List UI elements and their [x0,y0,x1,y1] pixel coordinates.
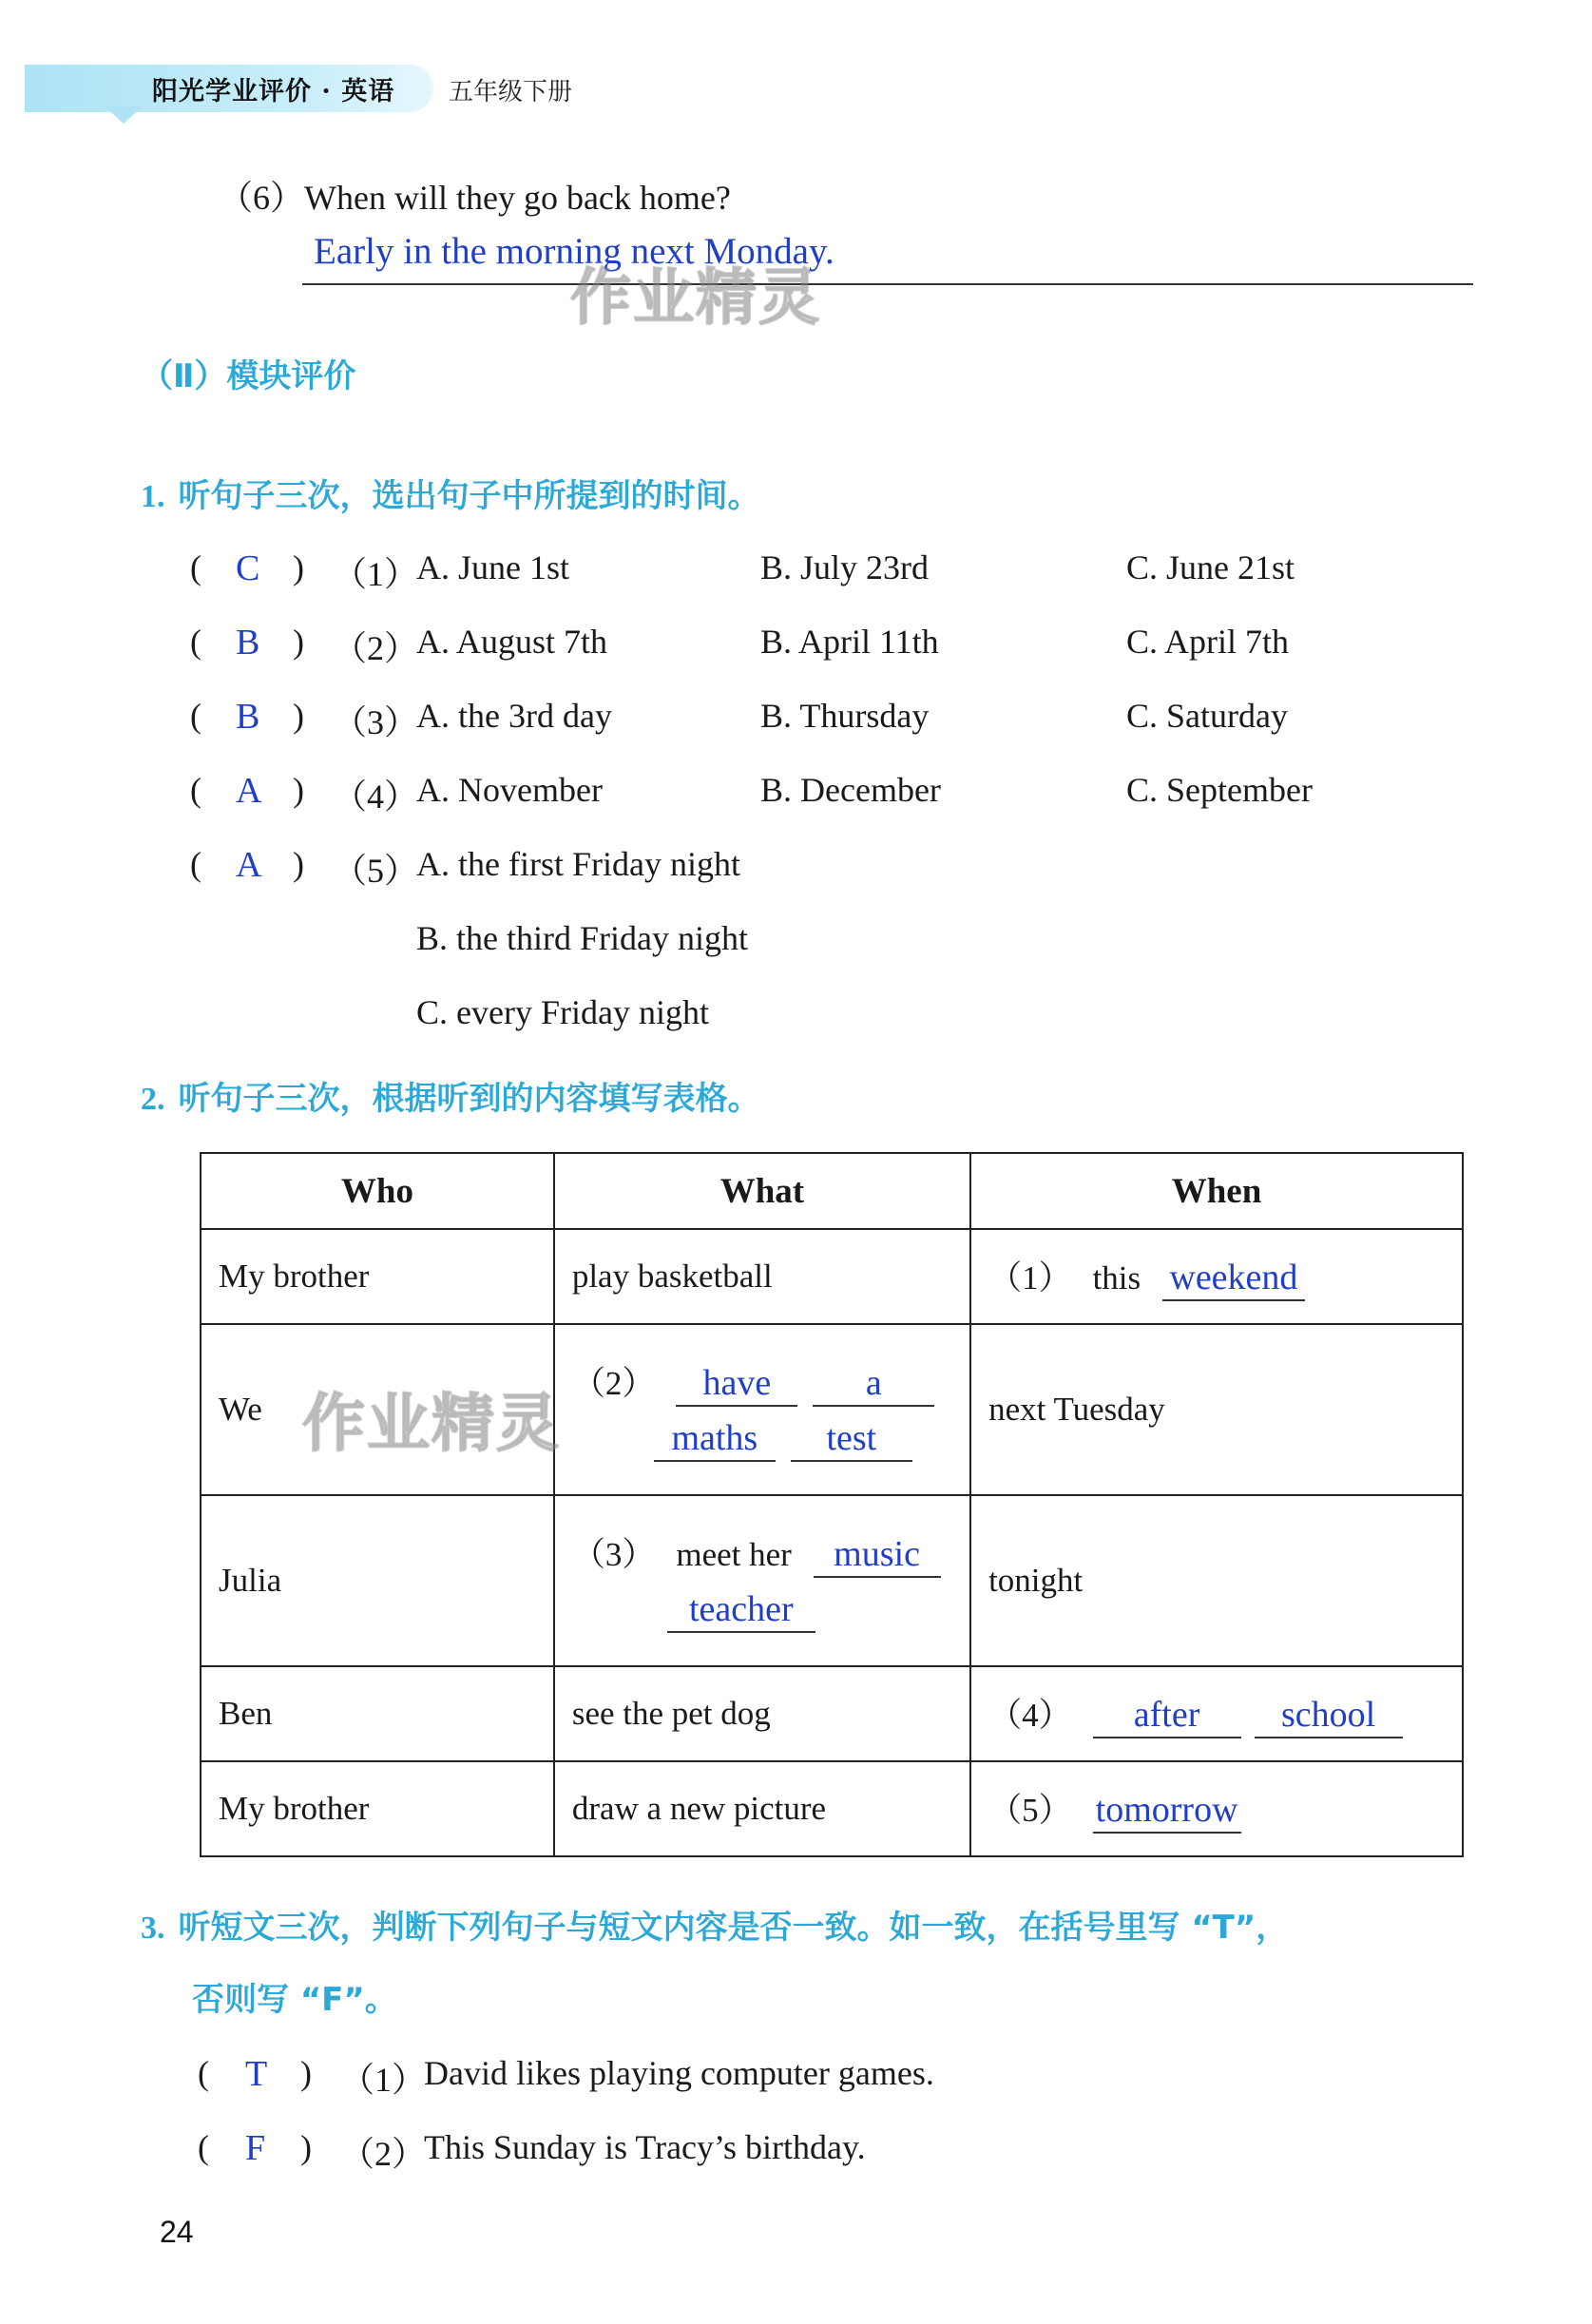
header-when: When [970,1153,1463,1229]
item-number: （2） [340,2135,427,2173]
cell-who: My brother [201,1229,554,1324]
cell-what: play basketball [554,1229,970,1324]
item-number: （2） [333,629,419,667]
table-row [201,1495,1463,1666]
q2-heading-text: 听句子三次，根据听到的内容填写表格。 [178,1080,760,1118]
item-number: （4） [988,1697,1072,1734]
paren-open: ( [198,2128,209,2166]
answer-blank: tomorrow [1093,1788,1241,1834]
table-row [201,1229,1463,1324]
table-row [201,1761,1463,1856]
cell-what [554,1324,970,1495]
option-b: B. July 23rd [760,548,930,586]
answer-letter: B [236,697,260,737]
cell-what: see the pet dog [554,1666,970,1761]
option-a: A. the 3rd day [416,697,612,735]
item-number: （1） [333,555,419,593]
paren-open: ( [190,623,201,661]
paren-close: ) [293,697,304,735]
cell-text: meet her [676,1536,792,1573]
option-b: B. April 11th [760,623,939,661]
cell-what: draw a new picture [554,1761,970,1856]
answer-blank: test [791,1416,912,1462]
q1-item [190,770,1426,817]
paren-close: ) [293,845,304,883]
option-b: B. Thursday [760,697,930,735]
answer-letter: F [245,2128,266,2168]
item-number: （1） [988,1259,1072,1296]
item-number: （3） [333,703,419,741]
paren-close: ) [293,623,304,661]
q6-question [219,171,731,220]
answer-blank: maths [654,1416,776,1462]
option-b: B. December [760,771,941,809]
answer-letter: C [236,548,260,588]
cell-who: Ben [201,1666,554,1761]
statement-text: This Sunday is Tracy’s birthday. [424,2128,866,2166]
paren-close: ) [300,2128,312,2166]
header-tip [105,106,143,124]
option-c: C. every Friday night [416,993,709,1031]
q3-number: 3. [141,1911,165,1946]
page-number: 24 [160,2215,194,2249]
q2-heading [141,1072,760,1119]
option-c: C. June 21st [1126,548,1295,586]
header-title: 阳光学业评价 · 英语 [152,77,395,106]
option-a: A. June 1st [416,548,569,586]
item-number: （4） [333,778,419,816]
answer-letter: A [236,845,262,885]
answer-blank: weekend [1162,1256,1305,1301]
answer-blank: after [1093,1693,1241,1738]
header-who: Who [201,1153,554,1229]
answer-letter: B [236,623,260,663]
cell-when: tonight [970,1495,1463,1666]
q1-item [190,844,1426,892]
q1-number: 1. [141,479,165,514]
cell-who: Julia [201,1495,554,1666]
paren-open: ( [190,845,201,883]
q3-heading-line2: 否则写 “F”。 [192,1981,397,2019]
option-a: A. the first Friday night [416,845,740,883]
option-b: B. the third Friday night [416,919,748,957]
watermark: 作业精灵 [570,263,821,334]
paren-close: ) [300,2054,312,2092]
answer-blank: music [814,1532,941,1578]
header-subtitle: 五年级下册 [449,78,573,106]
q1-heading [141,470,760,516]
q1-item [190,622,1426,669]
q3-item [198,2053,1338,2101]
option-a: A. November [416,771,603,809]
q6-answer-line [302,283,1473,285]
q3-heading [141,1901,1288,1948]
cell-when [970,1229,1463,1324]
paren-close: ) [293,548,304,586]
item-number: （1） [340,2061,427,2099]
cell-when [970,1761,1463,1856]
paren-open: ( [190,771,201,809]
table-header-row [201,1153,1463,1229]
cell-who: We [201,1324,554,1495]
cell-when: next Tuesday [970,1324,1463,1495]
q2-number: 2. [141,1082,165,1117]
answer-letter: A [236,771,262,811]
item-number: （2） [571,1365,656,1402]
q6-text: When will they go back home? [304,179,731,217]
cell-who: My brother [201,1761,554,1856]
option-c: C. April 7th [1126,623,1290,661]
answer-blank: teacher [667,1587,815,1633]
q1-item [190,696,1426,743]
answer-table [200,1152,1464,1857]
answer-blank: a [813,1361,934,1407]
item-number: （5） [333,852,419,890]
answer-blank: school [1255,1693,1403,1738]
cell-text: this [1092,1259,1141,1296]
q1-heading-text: 听句子三次，选出句子中所提到的时间。 [178,477,760,515]
paren-close: ) [293,771,304,809]
cell-when [970,1666,1463,1761]
paren-open: ( [190,548,201,586]
answer-blank: have [676,1361,797,1407]
cell-what [554,1495,970,1666]
header-what: What [554,1153,970,1229]
answer-letter: T [245,2054,268,2094]
paren-open: ( [198,2054,209,2092]
option-c: C. September [1126,771,1313,809]
item-number: （5） [988,1792,1072,1829]
item-number: （3） [571,1536,656,1573]
paren-open: ( [190,697,201,735]
table-row [201,1666,1463,1761]
option-c: C. Saturday [1126,697,1288,735]
q1-item [190,547,1426,595]
section-title: （Ⅱ）模块评价 [141,357,356,395]
statement-text: David likes playing computer games. [424,2054,934,2092]
watermark: 作业精灵 [302,1387,561,1460]
q6-number: （6） [219,179,305,217]
q3-heading-line1: 听短文三次，判断下列句子与短文内容是否一致。如一致，在括号里写 “T”， [178,1909,1289,1947]
q3-item [198,2127,1338,2175]
q6-answer: Early in the morning next Monday. [314,231,834,272]
option-a: A. August 7th [416,623,608,661]
